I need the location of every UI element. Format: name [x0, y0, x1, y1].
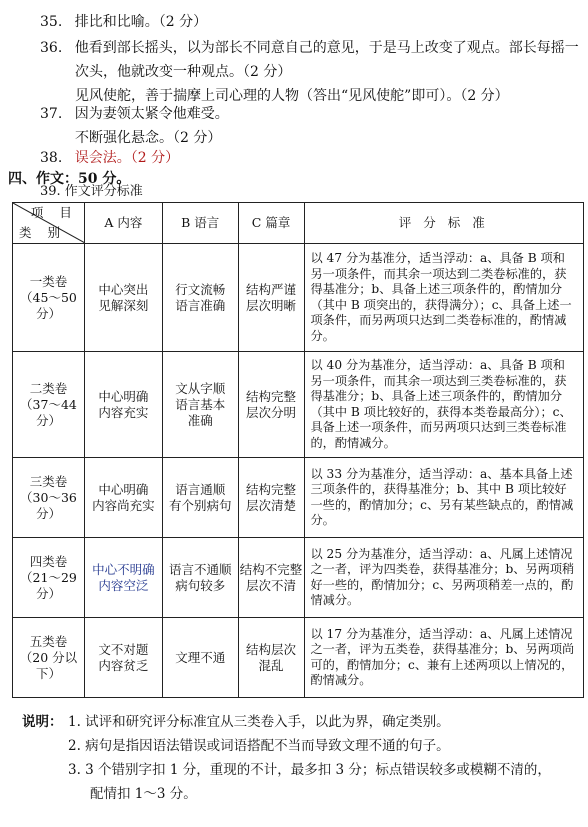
- table-header-row: [13, 203, 584, 244]
- language-line: 语言通顺: [175, 481, 226, 497]
- header-standard: 评 分 标 准: [304, 203, 584, 244]
- content-line: 文不对题: [98, 641, 149, 657]
- language-cell: [162, 244, 238, 352]
- answer-number: 35.: [40, 14, 63, 30]
- note-3-line1: 3. 3 个错别字扣 1 分，重现的不计，最多扣 3 分；标点错误较多或模糊不清的，: [68, 762, 551, 778]
- structure-line: 结构完整: [246, 388, 297, 404]
- structure-line: 层次明晰: [246, 297, 297, 313]
- language-line: 有个别病句: [168, 497, 232, 513]
- answer-36-line2: 次头，他就改变一种观点。（2 分）: [75, 64, 292, 80]
- structure-cell: [238, 458, 304, 538]
- notes-label: 说明：: [22, 714, 63, 730]
- table-row: [13, 458, 584, 538]
- answer-38: [40, 148, 179, 168]
- category-name: 四类卷: [29, 553, 68, 569]
- standard-cell: 以 17 分为基准分，适当浮动：a、凡属上述情况之一者，评为五类卷，获得基准分；b、另两项尚可的，酌情加分；c、兼有上述两项以上情况的，酌情减分。: [304, 618, 584, 698]
- standard-cell: 以 25 分为基准分，适当浮动：a、凡属上述情况之一者，评为四类卷，获得基准分；b、另两项稍好一些的，酌情加分；c、另两项稍差一点的，酌情减分。: [304, 538, 584, 618]
- category-name: 五类卷: [29, 633, 68, 649]
- structure-cell: [238, 352, 304, 458]
- structure-line: 结构完整: [246, 481, 297, 497]
- standard-cell: 以 47 分为基准分，适当浮动：a、具备 B 项和另一项条件，而其余一项达到二类卷标准的，获得基准分；b、具备上述三项条件的，酌情加分（其中 B 项突出的，获得满分）；c、具备上述一项条件，而另两项只达到二类卷标准的，酌情减分。: [304, 244, 584, 352]
- language-cell: [162, 618, 238, 698]
- header-language: B 语言: [162, 203, 238, 244]
- structure-cell: [238, 244, 304, 352]
- answer-36-line1: [40, 38, 579, 58]
- content-line: 中心明确: [98, 388, 149, 404]
- structure-line: 结构层次: [246, 641, 297, 657]
- note-2: 2. 病句是指因语法错误或词语搭配不当而导致文理不通的句子。: [68, 738, 450, 754]
- section-heading: 四、作文：50 分。: [8, 171, 131, 187]
- language-line: 文理不通: [175, 649, 226, 665]
- structure-cell: [238, 538, 304, 618]
- language-line: 语言基本: [175, 396, 226, 412]
- structure-line: 层次不清: [246, 577, 297, 593]
- category-name: 二类卷: [29, 380, 68, 396]
- category-cell: [13, 244, 85, 352]
- category-name: 三类卷: [29, 473, 68, 489]
- language-line: 准确: [187, 412, 213, 428]
- language-cell: [162, 538, 238, 618]
- content-cell: [84, 352, 162, 458]
- content-line: 内容空泛: [98, 577, 149, 593]
- table-row: [13, 244, 584, 352]
- note-3-line2: 配情扣 1～3 分。: [90, 786, 197, 802]
- category-name: 一类卷: [29, 273, 68, 289]
- header-structure: C 篇章: [238, 203, 304, 244]
- structure-line: 结构不完整: [239, 561, 303, 577]
- content-cell: [84, 538, 162, 618]
- language-line: 行文流畅: [175, 281, 226, 297]
- content-cell: [84, 458, 162, 538]
- content-cell: [84, 244, 162, 352]
- category-range: （21～29 分）: [20, 569, 77, 601]
- answer-text: 他看到部长摇头，以为部长不同意自己的意见，于是马上改变了观点。部长每摇一: [74, 40, 579, 56]
- answer-37-line2: 不断强化悬念。（2 分）: [75, 130, 222, 146]
- category-cell: [13, 618, 85, 698]
- category-range: （37～44 分）: [20, 396, 77, 428]
- category-cell: [13, 538, 85, 618]
- header-item-label: 项 目: [30, 205, 78, 220]
- language-line: 文从字顺: [175, 380, 226, 396]
- table-caption: 39. 作文评分标准: [40, 184, 143, 199]
- diagonal-header-cell: [13, 203, 85, 244]
- structure-line: 混乱: [258, 657, 284, 673]
- answer-text: 因为妻领太紧令他难受。: [74, 106, 229, 122]
- content-line: 中心明确: [98, 481, 149, 497]
- structure-line: 层次清楚: [246, 497, 297, 513]
- scoring-rubric-table: [12, 202, 584, 698]
- answer-35: [40, 12, 207, 32]
- language-cell: [162, 458, 238, 538]
- answer-text: 误会法。（2 分）: [74, 150, 180, 166]
- content-line: 中心不明确: [92, 561, 155, 577]
- content-line: 见解深刻: [98, 297, 149, 313]
- content-cell: [84, 618, 162, 698]
- language-line: 语言准确: [175, 297, 226, 313]
- content-line: 内容尚充实: [92, 497, 155, 513]
- category-range: （20 分以下）: [19, 649, 78, 681]
- category-cell: [13, 352, 85, 458]
- answer-37-line1: [40, 104, 229, 124]
- note-1: 1. 试评和研究评分标准宜从三类卷入手，以此为界，确定类别。: [68, 714, 450, 730]
- language-cell: [162, 352, 238, 458]
- answer-number: 38.: [40, 150, 63, 166]
- table-row: [13, 352, 584, 458]
- table-row: [13, 618, 584, 698]
- standard-cell: 以 40 分为基准分，适当浮动：a、具备 B 项和另一项条件，而其余一项达到三类卷标准的，获得基准分；b、具备上述三项条件的，酌情加分（其中 B 项比较好的，获得本类卷最高分）；c、具备上述一项条件，而另两项只达到三类卷标准的，酌情减分。: [304, 352, 584, 458]
- language-line: 语言不通顺: [168, 561, 232, 577]
- category-cell: [13, 458, 85, 538]
- content-line: 中心突出: [98, 281, 149, 297]
- header-category-label: 类 别: [19, 225, 66, 240]
- answer-number: 36.: [40, 40, 63, 56]
- structure-line: 结构严谨: [246, 281, 297, 297]
- answer-36-line3: 见风使舵，善于揣摩上司心理的人物（答出“见风使舵”即可）。（2 分）: [75, 88, 509, 104]
- category-range: （30～36 分）: [20, 489, 77, 521]
- category-range: （45～50 分）: [20, 289, 77, 321]
- language-line: 病句较多: [175, 577, 226, 593]
- answer-number: 37.: [40, 106, 63, 122]
- content-line: 内容充实: [98, 404, 149, 420]
- structure-line: 层次分明: [246, 404, 297, 420]
- standard-cell: 以 33 分为基准分，适当浮动：a、基本具备上述三项条件的，获得基准分；b、其中 B 项比较好一些的，酌情加分；c、另有某些缺点的，酌情减分。: [304, 458, 584, 538]
- structure-cell: [238, 618, 304, 698]
- header-content: A 内容: [84, 203, 162, 244]
- content-line: 内容贫乏: [98, 657, 149, 673]
- answer-text: 排比和比喻。（2 分）: [74, 14, 208, 30]
- table-row: [13, 538, 584, 618]
